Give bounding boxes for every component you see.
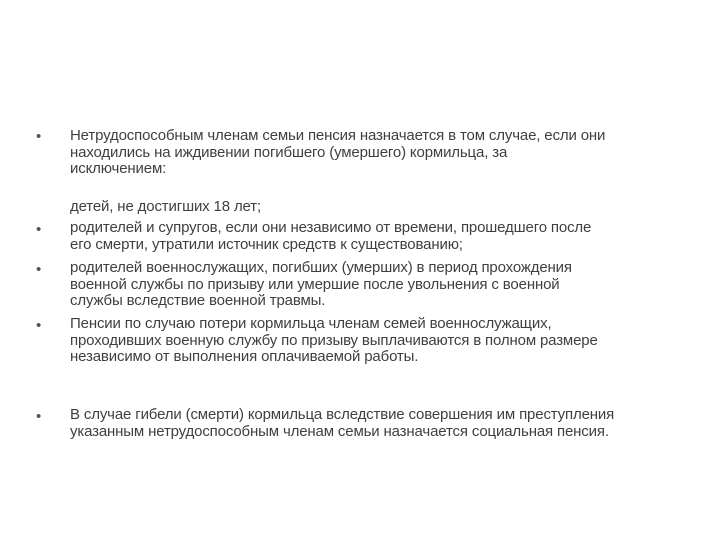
bullet-4: •: [36, 317, 42, 334]
paragraph-military-families: Пенсии по случаю потери кормильца членам семей военнослужащих, проходивших военную службу по призыву выплачиваются в полном размере независимо от выполнения оплачиваемой работы.: [70, 315, 598, 365]
bullet-2: •: [36, 221, 42, 238]
bullet-1: •: [36, 128, 42, 145]
bullet-5: •: [36, 408, 42, 425]
paragraph-parents-spouses: родителей и супругов, если они независимо от времени, прошедшего после его смерти, утратили источник средств к существованию;: [70, 219, 592, 253]
paragraph-crime-case: В случае гибели (смерти) кормильца вследствие совершения им преступления указанным нетрудоспособным членам семьи назначается социальная пенсия.: [70, 406, 615, 440]
bullet-3: •: [36, 261, 42, 278]
paragraph-children: детей, не достигших 18 лет;: [70, 198, 261, 215]
paragraph-military-parents: родителей военнослужащих, погибших (умерших) в период прохождения военной службы по призыву или умершие после увольнения с военной службы вследствие военной травмы.: [70, 259, 572, 309]
paragraph-intro: Нетрудоспособным членам семьи пенсия назначается в том случае, если они находились на иждивении погибшего (умершего) кормильца, за исключением:: [70, 127, 606, 177]
